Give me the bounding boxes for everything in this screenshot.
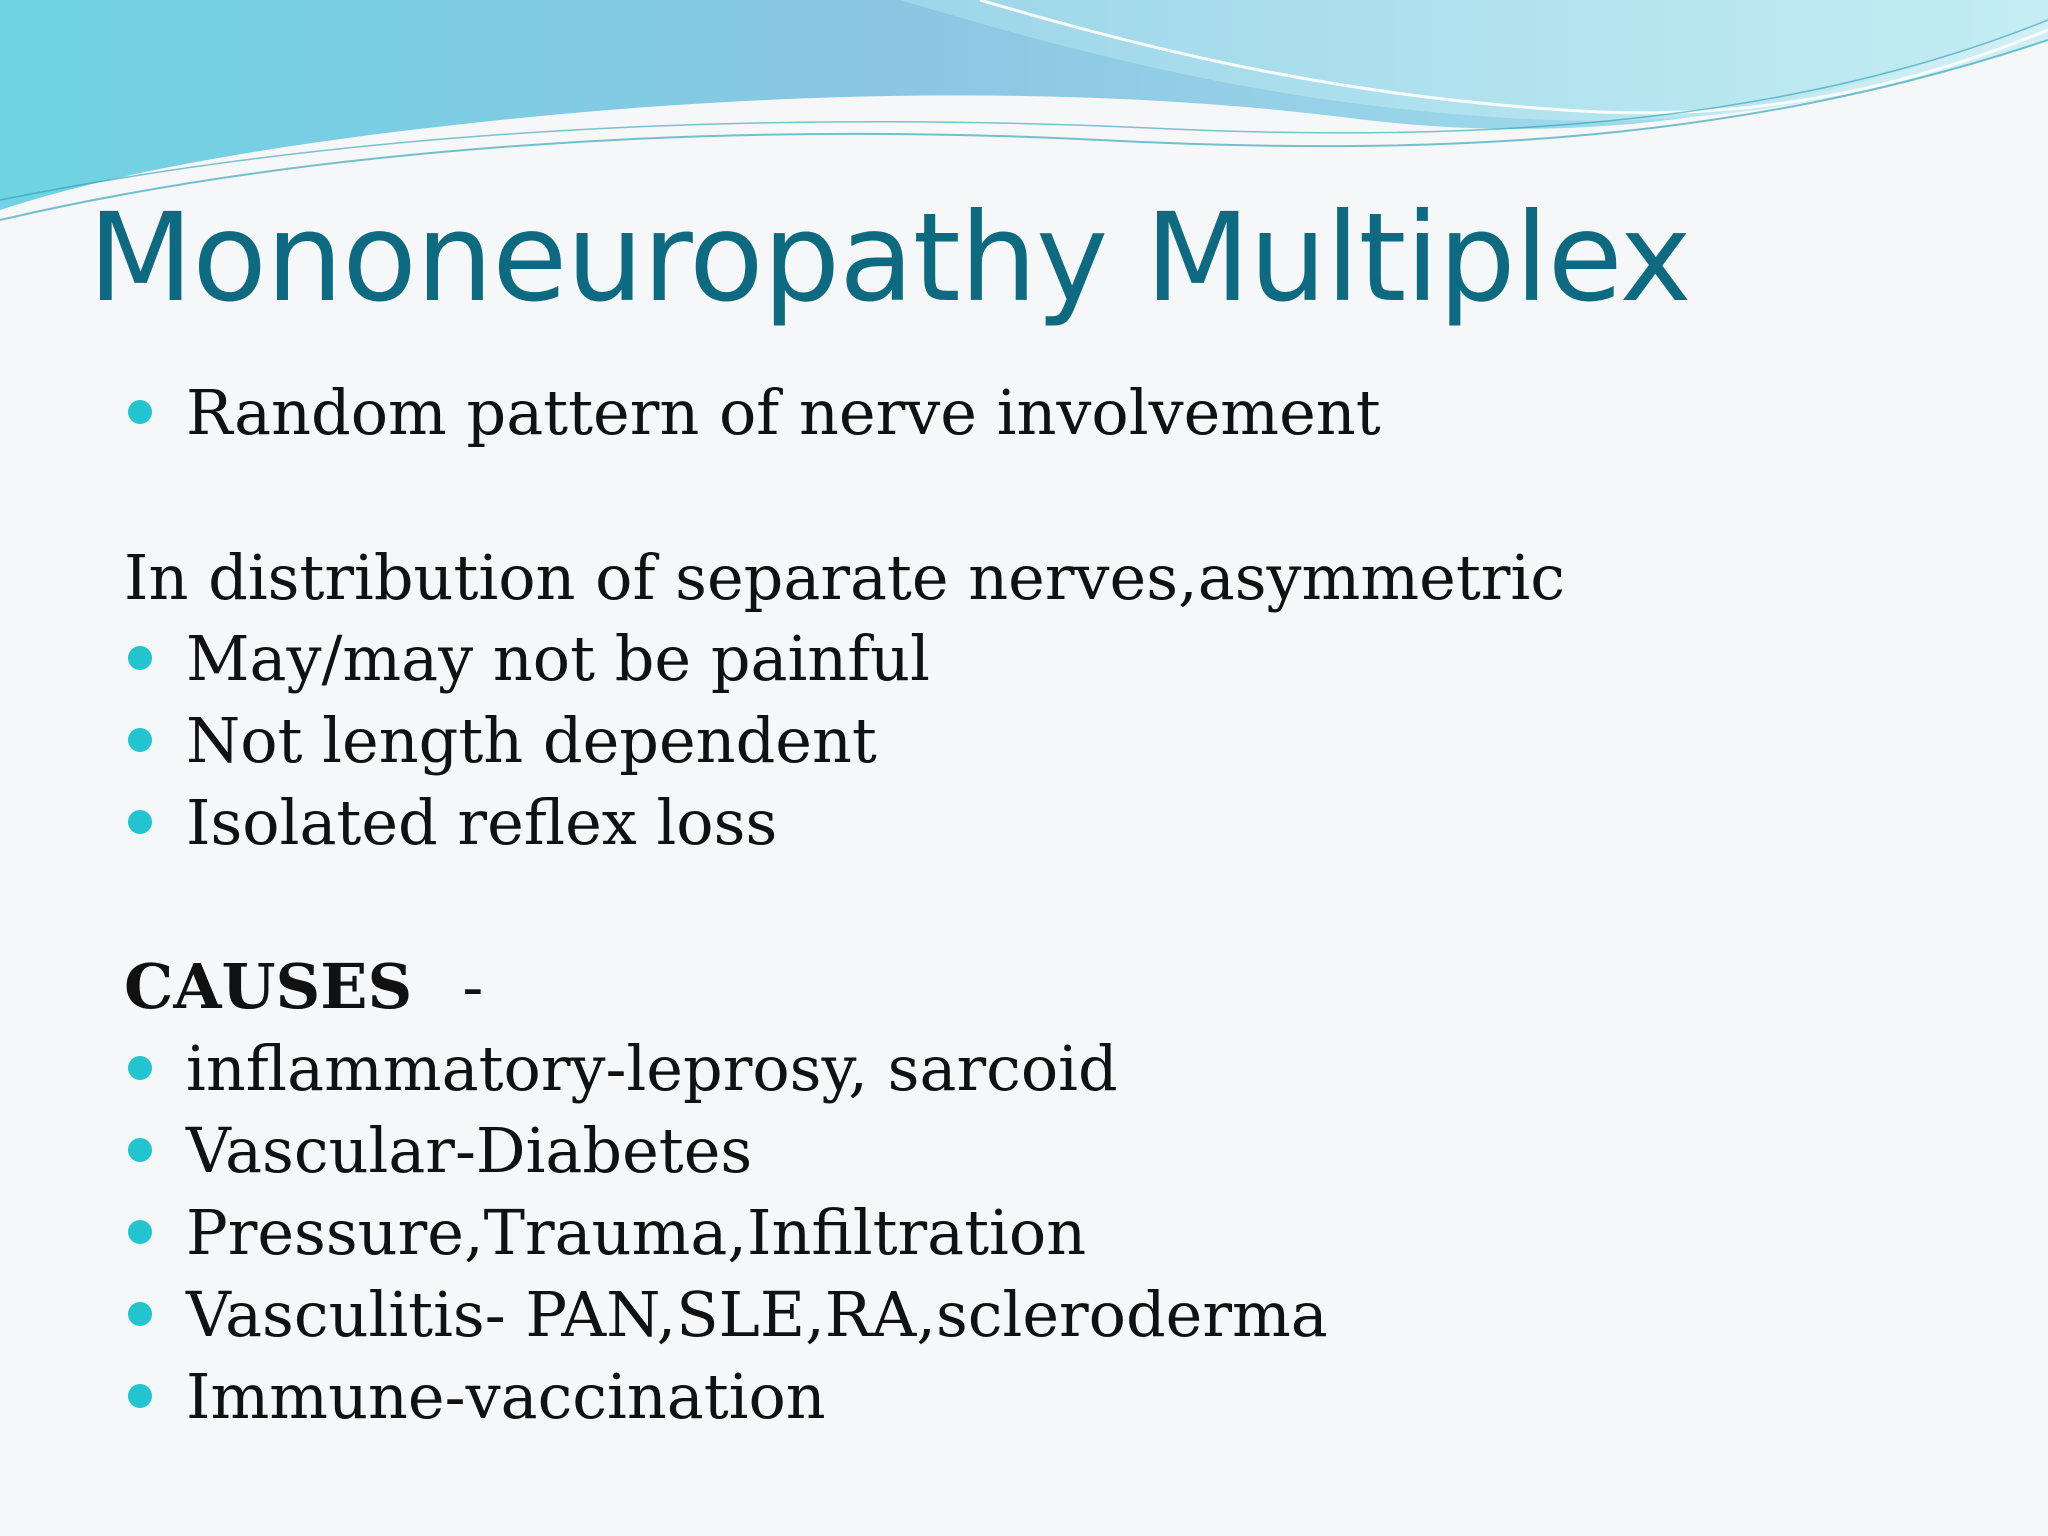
cause-item: Immune-vaccination — [186, 1360, 826, 1433]
feature-item: May/may not be painful — [186, 622, 930, 695]
cause-item: Vascular-Diabetes — [186, 1114, 753, 1187]
causes-dash: - — [462, 950, 484, 1023]
bullet-dot-icon — [128, 1220, 152, 1244]
bullet-dot-icon — [128, 1302, 152, 1326]
bullet-dot-icon — [128, 1138, 152, 1162]
feature-item: Not length dependent — [186, 704, 877, 777]
bullet-dot-icon — [128, 728, 152, 752]
bullet-dot-icon — [128, 1384, 152, 1408]
distribution-line: In distribution of separate nerves,asymmetric — [124, 541, 1565, 614]
bullet-dot-icon — [128, 1056, 152, 1080]
bullet-dot-icon — [128, 810, 152, 834]
causes-heading: CAUSES — [124, 950, 413, 1023]
bullet-dot-icon — [128, 400, 152, 424]
causes-heading-line — [124, 947, 483, 1027]
cause-item: inflammatory-leprosy, sarcoid — [186, 1032, 1118, 1105]
cause-item: Pressure,Trauma,Infiltration — [186, 1196, 1087, 1269]
bullet-dot-icon — [128, 646, 152, 670]
slide-title: Mononeuropathy Multiplex — [88, 187, 1691, 329]
cause-item: Vasculitis- PAN,SLE,RA,scleroderma — [186, 1278, 1328, 1351]
feature-item: Isolated reflex loss — [186, 786, 778, 859]
intro-bullet: Random pattern of nerve involvement — [186, 376, 1381, 449]
